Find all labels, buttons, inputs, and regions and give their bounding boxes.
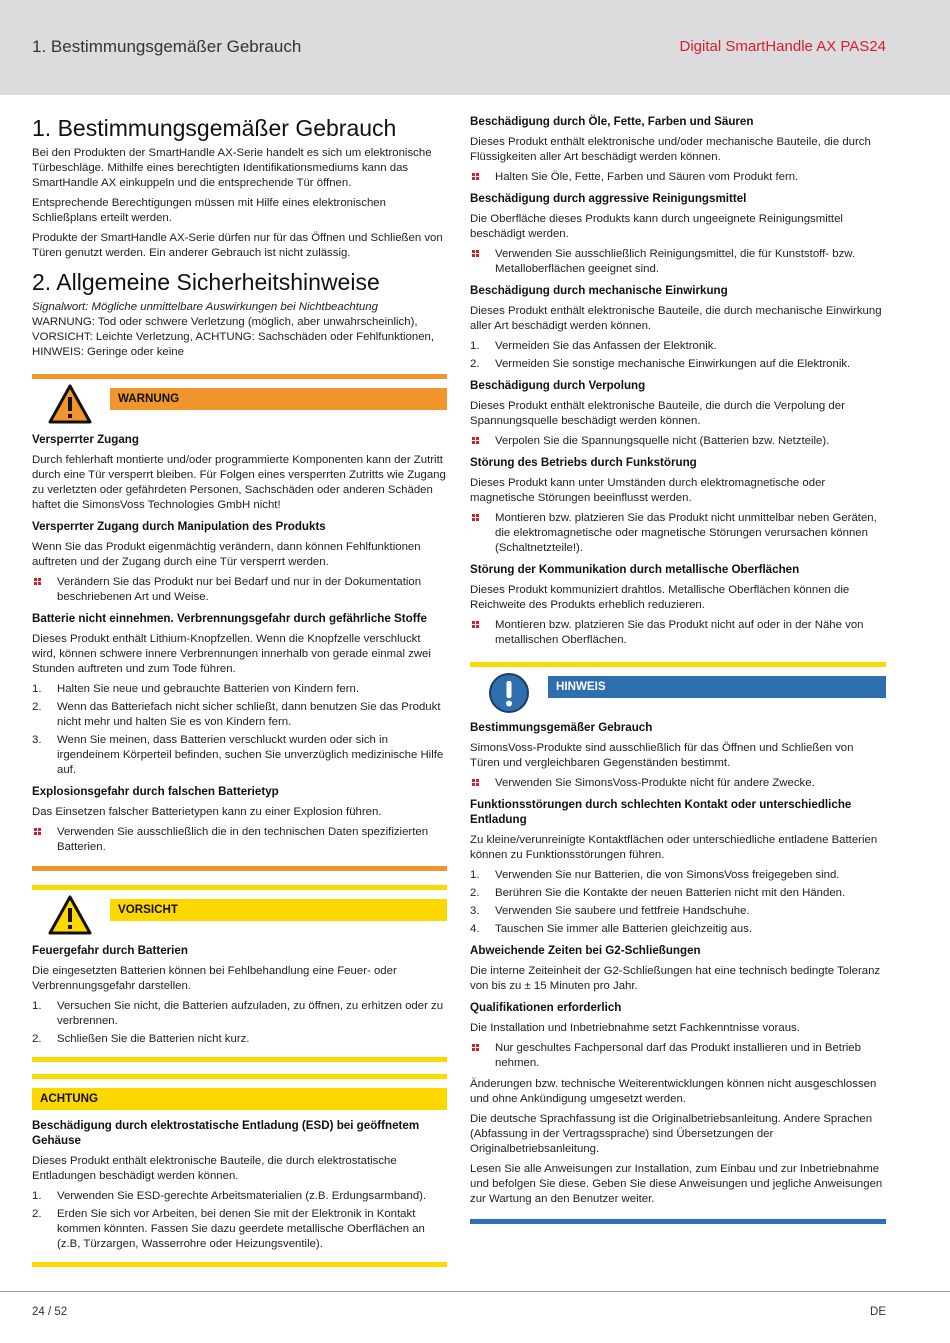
caution-label: VORSICHT bbox=[110, 899, 447, 921]
subheading: Beschädigung durch Öle, Fette, Farben und Säuren bbox=[470, 115, 754, 128]
paragraph: Das Einsetzen falscher Batterietypen kann zu einer Explosion führen. bbox=[32, 806, 382, 818]
subheading: Versperrter Zugang durch Manipulation des Produkts bbox=[32, 520, 326, 533]
paragraph: Dieses Produkt enthält elektronische Bauteile, die durch die Verpolung der Spannungsquelle beschädigt werden können. bbox=[470, 400, 845, 427]
subheading: Beschädigung durch elektrostatische Entladung (ESD) bei geöffnetem Gehäuse bbox=[32, 1119, 420, 1147]
numbered-item: 1. Verwenden Sie nur Batterien, die von SimonsVoss freigegeben sind. bbox=[470, 869, 840, 881]
attention-header bbox=[32, 1082, 447, 1112]
numbered-item: 2. Berühren Sie die Kontakte der neuen Batterien nicht mit den Händen. bbox=[470, 887, 846, 899]
bullet-item: Nur geschultes Fachpersonal darf das Produkt installieren und in Betrieb nehmen. bbox=[470, 1041, 886, 1071]
paragraph: Die Oberfläche dieses Produkts kann durch ungeeignete Reinigungsmittel beschädigt werden. bbox=[470, 213, 843, 240]
subheading: Bestimmungsgemäßer Gebrauch bbox=[470, 721, 653, 734]
numbered-item: 2. Schließen Sie die Batterien nicht kurz. bbox=[32, 1033, 250, 1045]
bullet-marker-icon bbox=[472, 173, 479, 180]
header-title: 1. Bestimmungsgemäßer Gebrauch bbox=[32, 37, 302, 56]
paragraph: Dieses Produkt enthält elektronische und/oder mechanische Bauteile, die durch Flüssigkeiten aller Art beschädigt werden können. bbox=[470, 136, 871, 163]
bullet-item: Verwenden Sie ausschließlich die in den technischen Daten spezifizierten Batterien. bbox=[32, 825, 447, 855]
caution-box bbox=[32, 885, 447, 1062]
warning-box bbox=[32, 374, 447, 871]
paragraph: Bei den Produkten der SmartHandle AX-Serie handelt es sich um elektronische Türbeschläge. Mithilfe eines berechtigten Identifikationsmediums kann das SmartHandle AX einkuppeln und die entsprechende Tür öffnen. bbox=[32, 147, 432, 189]
bullet-marker-icon bbox=[472, 621, 479, 628]
paragraph: Dieses Produkt kann unter Umständen durch elektromagnetische oder magnetische Störungen beeinflusst werden. bbox=[470, 477, 826, 504]
section-2-title: 2. Allgemeine Sicherheitshinweise bbox=[32, 269, 380, 295]
bullet-item: Verpolen Sie die Spannungsquelle nicht (Batterien bzw. Netzteile). bbox=[470, 434, 886, 449]
subheading: Störung des Betriebs durch Funkstörung bbox=[470, 456, 697, 469]
page-number: 24 / 52 bbox=[32, 1306, 68, 1318]
paragraph: Die interne Zeiteinheit der G2-Schließungen hat eine technisch bedingte Toleranz von bis zu ± 15 Minuten pro Jahr. bbox=[470, 965, 881, 992]
paragraph: Dieses Produkt enthält Lithium-Knopfzellen. Wenn die Knopfzelle verschluckt wird, können schwere innere Verbrennungen innerhalb von gerade einmal zwei Stunden auftreten und zum Tode führen. bbox=[32, 633, 431, 675]
bullet-item: Halten Sie Öle, Fette, Farben und Säuren vom Produkt fern. bbox=[470, 170, 886, 185]
numbered-item: 1. Verwenden Sie ESD-gerechte Arbeitsmaterialien (z.B. Erdungsarmband). bbox=[32, 1190, 427, 1202]
attention-label: ACHTUNG bbox=[32, 1088, 447, 1110]
paragraph: Änderungen bzw. technische Weiterentwicklungen können nicht ausgeschlossen und ohne Ankündigung umgesetzt werden. bbox=[470, 1078, 877, 1105]
paragraph: Die eingesetzten Batterien können bei Fehlbehandlung eine Feuer- oder Verbrennungsgefahr darstellen. bbox=[32, 965, 397, 992]
numbered-item: 3. Verwenden Sie saubere und fettfreie Handschuhe. bbox=[470, 905, 750, 917]
paragraph: Lesen Sie alle Anweisungen zur Installation, zum Einbau und zur Inbetriebnahme und befolgen Sie diese. Geben Sie diese Anweisungen und jegliche Anweisungen zur Wartung an den Benutzer weiter. bbox=[470, 1163, 883, 1205]
bullet-marker-icon bbox=[472, 250, 479, 257]
subheading: Abweichende Zeiten bei G2-Schließungen bbox=[470, 944, 701, 957]
footer-divider bbox=[0, 1291, 950, 1292]
numbered-item: 2. Erden Sie sich vor Arbeiten, bei denen Sie mit der Elektronik in Kontakt kommen könnten. Fassen Sie dazu geerdete metallische Oberflächen an (z.B, Türzargen, Wasserrohre oder Heizungsventile). bbox=[32, 1208, 425, 1250]
bullet-item: Montieren bzw. platzieren Sie das Produkt nicht auf oder in der Nähe von metallischen Oberflächen. bbox=[470, 618, 886, 648]
paragraph: SimonsVoss-Produkte sind ausschließlich für das Öffnen und Schließen von Türen und vergleichbaren Gegenständen bestimmt. bbox=[470, 742, 854, 769]
bullet-marker-icon bbox=[472, 514, 479, 521]
paragraph: Durch fehlerhaft montierte und/oder programmierte Komponenten kann der Zutritt durch eine Tür versperrt bleiben. Für Folgen eines versperrten Zutritts wie Zugang zu verletzten oder gefährdeten Personen, Sachschäden oder anderen Schäden haftet die SimonsVoss Technologies GmbH nicht! bbox=[32, 454, 446, 511]
paragraph: Dieses Produkt kommuniziert drahtlos. Metallische Oberflächen können die Reichweite des Produkts erheblich reduzieren. bbox=[470, 584, 850, 611]
subheading: Batterie nicht einnehmen. Verbrennungsgefahr durch gefährliche Stoffe bbox=[32, 612, 427, 625]
note-header bbox=[470, 670, 886, 714]
bullet-marker-icon bbox=[472, 437, 479, 444]
attention-box bbox=[32, 1074, 447, 1267]
exclamation-circle-icon bbox=[488, 672, 530, 719]
subheading: Beschädigung durch Verpolung bbox=[470, 379, 646, 392]
subheading: Qualifikationen erforderlich bbox=[470, 1001, 622, 1014]
paragraph: Entsprechende Berechtigungen müssen mit Hilfe eines elektronischen Schließplans erteilt werden. bbox=[32, 197, 386, 224]
caution-header bbox=[32, 893, 447, 937]
bullet-item: Montieren bzw. platzieren Sie das Produkt nicht unmittelbar neben Geräten, die elektromagnetische oder magnetische Störungen verursachen können (Schaltnetzteile!). bbox=[470, 511, 886, 556]
signal-word-line: Signalwort: Mögliche unmittelbare Auswirkungen bei Nichtbeachtung bbox=[32, 301, 378, 313]
paragraph: Zu kleine/verunreinigte Kontaktflächen oder unterschiedliche entladene Batterien können zu Funktionsstörungen führen. bbox=[470, 834, 878, 861]
numbered-item: 1. Versuchen Sie nicht, die Batterien aufzuladen, zu öffnen, zu erhitzen oder zu verbrennen. bbox=[32, 1000, 444, 1027]
subheading: Explosionsgefahr durch falschen Batterietyp bbox=[32, 785, 279, 798]
paragraph: Dieses Produkt enthält elektronische Bauteile, die durch mechanische Einwirkung aller Art beschädigt werden können. bbox=[470, 305, 882, 332]
numbered-item: 2. Wenn das Batteriefach nicht sicher schließt, dann benutzen Sie das Produkt nicht mehr und halten Sie es von Kindern fern. bbox=[32, 701, 441, 728]
header-product: Digital SmartHandle AX PAS24 bbox=[679, 38, 886, 55]
subheading: Funktionsstörungen durch schlechten Kontakt oder unterschiedliche Entladung bbox=[470, 798, 852, 826]
bullet-marker-icon bbox=[472, 1044, 479, 1051]
right-column bbox=[470, 114, 886, 1232]
page-header bbox=[0, 0, 950, 95]
warning-triangle-icon bbox=[48, 384, 92, 429]
subheading: Störung der Kommunikation durch metallische Oberflächen bbox=[470, 563, 800, 576]
language-code: DE bbox=[870, 1306, 886, 1318]
numbered-item: 4. Tauschen Sie immer alle Batterien gleichzeitig aus. bbox=[470, 923, 753, 935]
note-label: HINWEIS bbox=[548, 676, 886, 698]
paragraph: Die deutsche Sprachfassung ist die Originalbetriebsanleitung. Andere Sprachen (Abfassung in der Vertragssprache) sind Übersetzungen der Originalbetriebsanleitung. bbox=[470, 1113, 873, 1155]
paragraph: Wenn Sie das Produkt eigenmächtig verändern, dann können Fehlfunktionen auftreten und der Zugang durch eine Tür versperrt werden. bbox=[32, 541, 421, 568]
warning-label: WARNUNG bbox=[110, 388, 447, 410]
note-box bbox=[470, 662, 886, 1224]
bullet-marker-icon bbox=[34, 828, 41, 835]
bullet-marker-icon bbox=[34, 578, 41, 585]
caution-triangle-icon bbox=[48, 895, 92, 940]
subheading: Versperrter Zugang bbox=[32, 433, 139, 446]
numbered-item: 1. Vermeiden Sie das Anfassen der Elektronik. bbox=[470, 340, 717, 352]
paragraph: Dieses Produkt enthält elektronische Bauteile, die durch elektrostatische Entladungen beschädigt werden können. bbox=[32, 1155, 397, 1182]
numbered-item: 1. Halten Sie neue und gebrauchte Batterien von Kindern fern. bbox=[32, 683, 360, 695]
bullet-item: Verändern Sie das Produkt nur bei Bedarf und nur in der Dokumentation beschriebenen Art und Weise. bbox=[32, 575, 447, 605]
section-1-title: 1. Bestimmungsgemäßer Gebrauch bbox=[32, 115, 397, 141]
subheading: Beschädigung durch mechanische Einwirkung bbox=[470, 284, 728, 297]
bullet-item: Verwenden Sie ausschließlich Reinigungsmittel, die für Kunststoff- bzw. Metalloberflächen geeignet sind. bbox=[470, 247, 886, 277]
signal-word-definitions: WARNUNG: Tod oder schwere Verletzung (möglich, aber unwahrscheinlich), VORSICHT: Leichte Verletzung, ACHTUNG: Sachschäden oder Fehlfunktionen, HINWEIS: Geringe oder keine bbox=[32, 316, 435, 358]
numbered-item: 2. Vermeiden Sie sonstige mechanische Einwirkungen auf die Elektronik. bbox=[470, 358, 851, 370]
subheading: Beschädigung durch aggressive Reinigungsmittel bbox=[470, 192, 747, 205]
bullet-marker-icon bbox=[472, 779, 479, 786]
subheading: Feuergefahr durch Batterien bbox=[32, 944, 188, 957]
paragraph: Produkte der SmartHandle AX-Serie dürfen nur für das Öffnen und Schließen von Türen genutzt werden. Ein anderer Gebrauch ist nicht zulässig. bbox=[32, 232, 443, 259]
numbered-item: 3. Wenn Sie meinen, dass Batterien verschluckt wurden oder sich in irgendeinem Körperteil befinden, suchen Sie unverzüglich medizinische Hilfe auf. bbox=[32, 734, 444, 776]
bullet-item: Verwenden Sie SimonsVoss-Produkte nicht für andere Zwecke. bbox=[470, 776, 886, 791]
paragraph: Die Installation und Inbetriebnahme setzt Fachkenntnisse voraus. bbox=[470, 1022, 800, 1034]
warning-header bbox=[32, 382, 447, 426]
left-column bbox=[32, 112, 447, 1275]
